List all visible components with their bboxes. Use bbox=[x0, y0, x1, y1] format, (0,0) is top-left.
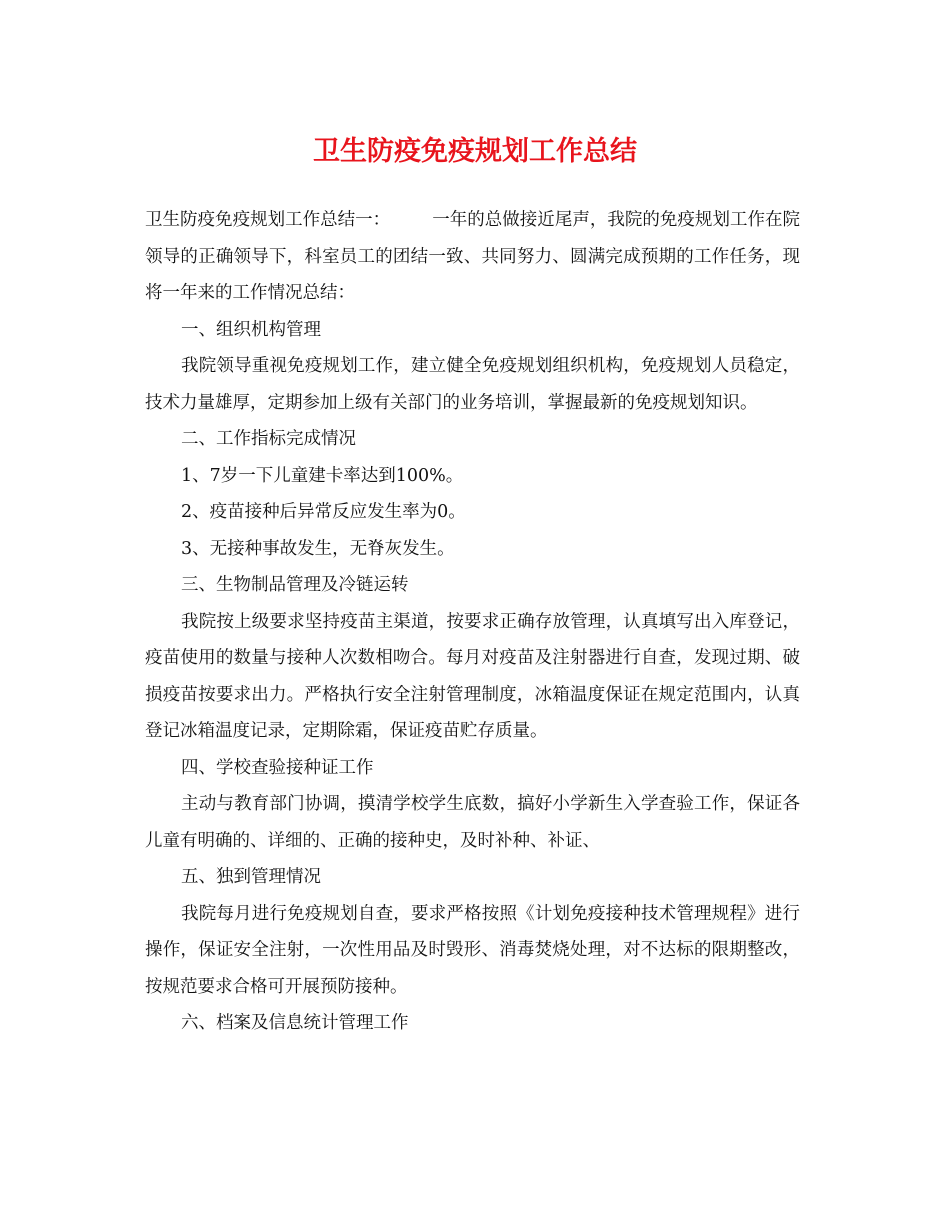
intro-label: 卫生防疫免疫规划工作总结一： bbox=[145, 210, 391, 230]
document-title: 卫生防疫免疫规划工作总结 bbox=[313, 136, 637, 167]
section-heading: 四、学校查验接种证工作 bbox=[181, 757, 374, 778]
section-paragraph: 我院领导重视免疫规划工作，建立健全免疫规划组织机构，免疫规划人员稳定，技术力量雄厚，定期参加上级有关部门的业务培训，掌握最新的免疫规划知识。 bbox=[145, 356, 800, 413]
list-item: 2、疫苗接种后异常反应发生率为0。 bbox=[181, 502, 466, 522]
section-heading: 三、生物制品管理及冷链运转 bbox=[181, 575, 409, 595]
document-body bbox=[145, 202, 800, 1042]
section-heading: 二、工作指标完成情况 bbox=[181, 429, 356, 449]
section-paragraph: 主动与教育部门协调，摸清学校学生底数，搞好小学新生入学查验工作，保证各儿童有明确的、详细的、正确的接种史，及时补种、补证、 bbox=[145, 794, 800, 851]
section-heading: 一、组织机构管理 bbox=[181, 319, 321, 340]
intro-paragraph bbox=[145, 202, 800, 312]
list-item: 1、7岁一下儿童建卡率达到100%。 bbox=[181, 465, 464, 486]
section-paragraph: 我院每月进行免疫规划自查，要求严格按照《计划免疫接种技术管理规程》进行操作，保证安全注射，一次性用品及时毁形、消毒焚烧处理，对不达标的限期整改，按规范要求合格可开展预防接种。 bbox=[145, 903, 800, 997]
section-paragraph: 我院按上级要求坚持疫苗主渠道，按要求正确存放管理，认真填写出入库登记，疫苗使用的数量与接种人次数相吻合。每月对疫苗及注射器进行自查，发现过期、破损疫苗按要求出力。严格执行安全注射管理制度，冰箱温度保证在规定范围内，认真登记冰箱温度记录，定期除霜，保证疫苗贮存质量。 bbox=[145, 611, 800, 741]
section-heading: 六、档案及信息统计管理工作 bbox=[181, 1013, 409, 1033]
section-heading: 五、独到管理情况 bbox=[181, 867, 321, 887]
list-item: 3、无接种事故发生，无脊灰发生。 bbox=[181, 538, 455, 559]
intro-text: 一年的总做接近尾声，我院的免疫规划工作在院领导的正确领导下，科室员工的团结一致、共同努力、圆满完成预期的工作任务，现将一年来的工作情况总结： bbox=[145, 210, 801, 303]
